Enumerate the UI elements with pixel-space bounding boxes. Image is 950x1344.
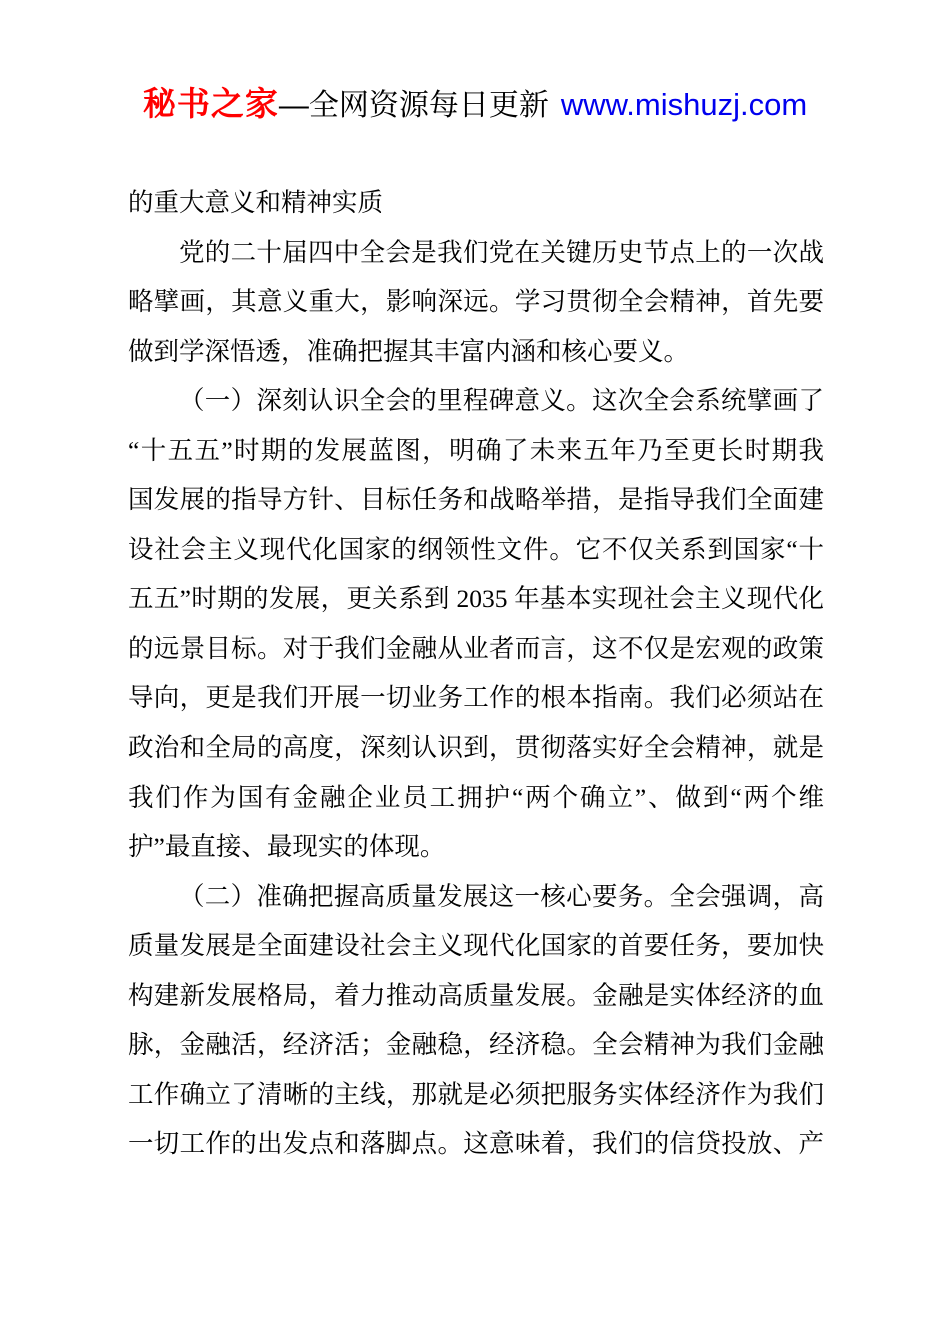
text-line: 导向，更是我们开展一切业务工作的根本指南。我们必须站在 — [128, 683, 824, 713]
text-line: 国发展的指导方针、目标任务和战略举措，是指导我们全面建 — [128, 485, 824, 515]
text-line: 政治和全局的高度，深刻认识到，贯彻落实好全会精神，就是 — [128, 733, 824, 763]
text-line: 略擘画，其意义重大，影响深远。学习贯彻全会精神，首先要 — [128, 287, 824, 317]
text-line: 一切工作的出发点和落脚点。这意味着，我们的信贷投放、产 — [128, 1129, 824, 1159]
text-line: 构建新发展格局，着力推动高质量发展。金融是实体经济的血 — [128, 980, 824, 1010]
site-brand: 秘书之家 — [142, 85, 279, 122]
site-header — [0, 82, 950, 133]
document-body — [128, 178, 824, 1169]
text-line: 的重大意义和精神实质 — [128, 188, 384, 217]
text-line: 做到学深悟透，准确把握其丰富内涵和核心要义。 — [128, 336, 690, 366]
text-line: 我们作为国有金融企业员工拥护“两个确立”、做到“两个维 — [128, 782, 824, 812]
text-line: 设社会主义现代化国家的纲领性文件。它不仅关系到国家“十 — [128, 534, 824, 564]
text-line: 党的二十届四中全会是我们党在关键历史节点上的一次战 — [179, 237, 824, 267]
site-tagline: —全网资源每日更新 — [278, 89, 549, 122]
text-line: 工作确立了清晰的主线，那就是必须把服务实体经济作为我们 — [128, 1079, 824, 1109]
text-line: （二）准确把握高质量发展这一核心要务。全会强调，高 — [179, 881, 824, 911]
text-line: 质量发展是全面建设社会主义现代化国家的首要任务，要加快 — [128, 931, 824, 961]
text-line: （一）深刻认识全会的里程碑意义。这次全会系统擘画了 — [179, 386, 824, 416]
site-url-link[interactable]: www.mishuzj.com — [560, 87, 808, 122]
text-line: 脉，金融活，经济活；金融稳，经济稳。全会精神为我们金融 — [128, 1030, 824, 1060]
text-line: “十五五”时期的发展蓝图，明确了未来五年乃至更长时期我 — [128, 435, 824, 465]
text-line: 五五”时期的发展，更关系到 2035 年基本实现社会主义现代化 — [128, 584, 824, 614]
text-line: 护”最直接、最现实的体现。 — [128, 832, 446, 862]
text-line: 的远景目标。对于我们金融从业者而言，这不仅是宏观的政策 — [128, 633, 824, 663]
